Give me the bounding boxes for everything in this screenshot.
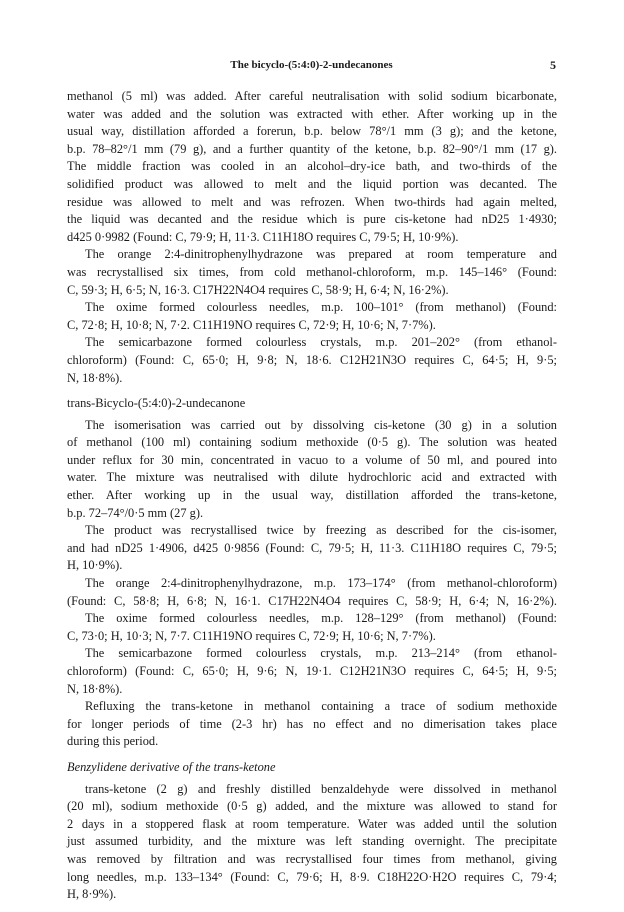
text-line: C, 72·8; H, 10·8; N, 7·2. C11H19NO requires C, 72·9; H, 10·6; N, 7·7%). (67, 317, 436, 332)
text-line: for longer periods of time (2-3 hr) has no effect and no dimerisation takes place (67, 716, 557, 731)
text-line: N, 18·8%). (67, 681, 123, 696)
text-line: water. The mixture was neutralised with dilute hydrochloric acid and extracted with (67, 470, 557, 485)
text-line: The oxime formed colourless needles, m.p. 128–129° (from methanol) (Found: (85, 611, 557, 626)
text-line: The isomerisation was carried out by dissolving cis-ketone (30 g) in a solution (85, 417, 557, 432)
text-line: b.p. 72–74°/0·5 mm (27 g). (67, 505, 204, 520)
text-line: The oxime formed colourless needles, m.p. 100–101° (from methanol) (Found: (85, 300, 557, 315)
section-heading: Benzylidene derivative of the trans-ketone (67, 759, 276, 774)
section-heading: trans-Bicyclo-(5:4:0)-2-undecanone (67, 396, 246, 411)
text-line: The product was recrystallised twice by freezing as described for the cis-isomer, (85, 523, 557, 538)
text-line: was removed by filtration and was recrystallised four times from methanol, giving (67, 851, 557, 866)
text-line: the liquid was decanted and the residue which is pure cis-ketone had nD25 1·4930; (67, 212, 557, 227)
text-line: usual way, distillation afforded a forerun, b.p. below 78°/1 mm (3 g); and the ketone, (67, 124, 557, 139)
section-gap (67, 387, 557, 395)
text-line: The semicarbazone formed colourless crystals, m.p. 213–214° (from ethanol- (85, 646, 557, 661)
text-line: H, 10·9%). (67, 558, 123, 573)
section-gap (67, 751, 557, 759)
text-line: N, 18·8%). (67, 370, 123, 385)
article-body (67, 88, 557, 904)
text-line: water was added and the solution was extracted with ether. After working up in the (67, 106, 557, 121)
text-line: ether. After working up in the usual way, distillation afforded the trans-ketone, (67, 488, 557, 503)
text-line: H, 8·9%). (67, 887, 117, 902)
text-line: The orange 2:4-dinitrophenylhydrazone was prepared at room temperature and (85, 247, 557, 262)
page-number: 5 (550, 58, 556, 72)
text-line: chloroform) (Found: C, 65·0; H, 9·8; N, 18·6. C12H21N3O requires C, 64·5; H, 9·5; (67, 352, 557, 367)
text-line: The semicarbazone formed colourless crystals, m.p. 201–202° (from ethanol- (85, 335, 557, 350)
text-line: 2 days in a stoppered flask at room temperature. Water was added until the solution (67, 816, 557, 831)
text-line: under reflux for 30 min, concentrated in vacuo to a volume of 50 ml, and poured into (67, 452, 557, 467)
text-line: just assumed turbidity, and the mixture was left standing overnight. The precipitate (67, 834, 557, 849)
text-line: methanol (5 ml) was added. After careful neutralisation with solid sodium bicarbonate, (67, 89, 557, 103)
text-line: The middle fraction was cooled in an alcohol–dry-ice bath, and two-thirds of the (67, 159, 557, 174)
text-line: b.p. 78–82°/1 mm (79 g), and a further quantity of the ketone, b.p. 82–90°/1 mm (17 g). (67, 141, 557, 156)
text-line: Refluxing the trans-ketone in methanol containing a trace of sodium methoxide (85, 699, 557, 714)
text-line: d425 0·9982 (Found: C, 79·9; H, 11·3. C11H18O requires C, 79·5; H, 10·9%). (67, 229, 459, 244)
text-line: C, 59·3; H, 6·5; N, 16·3. C17H22N4O4 requires C, 58·9; H, 6·4; N, 16·2%). (67, 282, 449, 297)
running-head (67, 58, 556, 72)
running-head-title: The bicyclo-(5:4:0)-2-undecanones (230, 59, 393, 71)
text-line: of methanol (100 ml) containing sodium methoxide (0·5 g). The solution was heated (67, 435, 557, 450)
text-line: The orange 2:4-dinitrophenylhydrazone, m.p. 173–174° (from methanol-chloroform) (85, 576, 557, 591)
text-line: residue was allowed to melt and was refrozen. When two-thirds had again melted, (67, 194, 557, 209)
text-line: chloroform) (Found: C, 65·0; H, 9·6; N, 19·1. C12H21N3O requires C, 64·5; H, 9·5; (67, 664, 557, 678)
text-line: trans-ketone (2 g) and freshly distilled benzaldehyde were dissolved in methanol (85, 781, 557, 796)
text-line: (20 ml), sodium methoxide (0·5 g) added, and the mixture was allowed to stand for (67, 799, 557, 814)
text-line: was recrystallised six times, from cold methanol-chloroform, m.p. 145–146° (Found: (67, 264, 557, 279)
text-line: during this period. (67, 734, 159, 749)
text-line: solidified product was allowed to melt and the liquid portion was decanted. The (67, 176, 557, 191)
text-line: (Found: C, 58·8; H, 6·8; N, 16·1. C17H22N4O4 requires C, 58·9; H, 6·4; N, 16·2%). (67, 593, 557, 608)
text-line: long needles, m.p. 133–134° (Found: C, 79·6; H, 8·9. C18H22O·H2O requires C, 79·4; (67, 869, 557, 884)
text-line: C, 73·0; H, 10·3; N, 7·7. C11H19NO requires C, 72·9; H, 10·6; N, 7·7%). (67, 628, 436, 643)
text-line: and had nD25 1·4906, d425 0·9856 (Found: C, 79·5; H, 11·3. C11H18O requires C, 79·5; (67, 540, 557, 555)
